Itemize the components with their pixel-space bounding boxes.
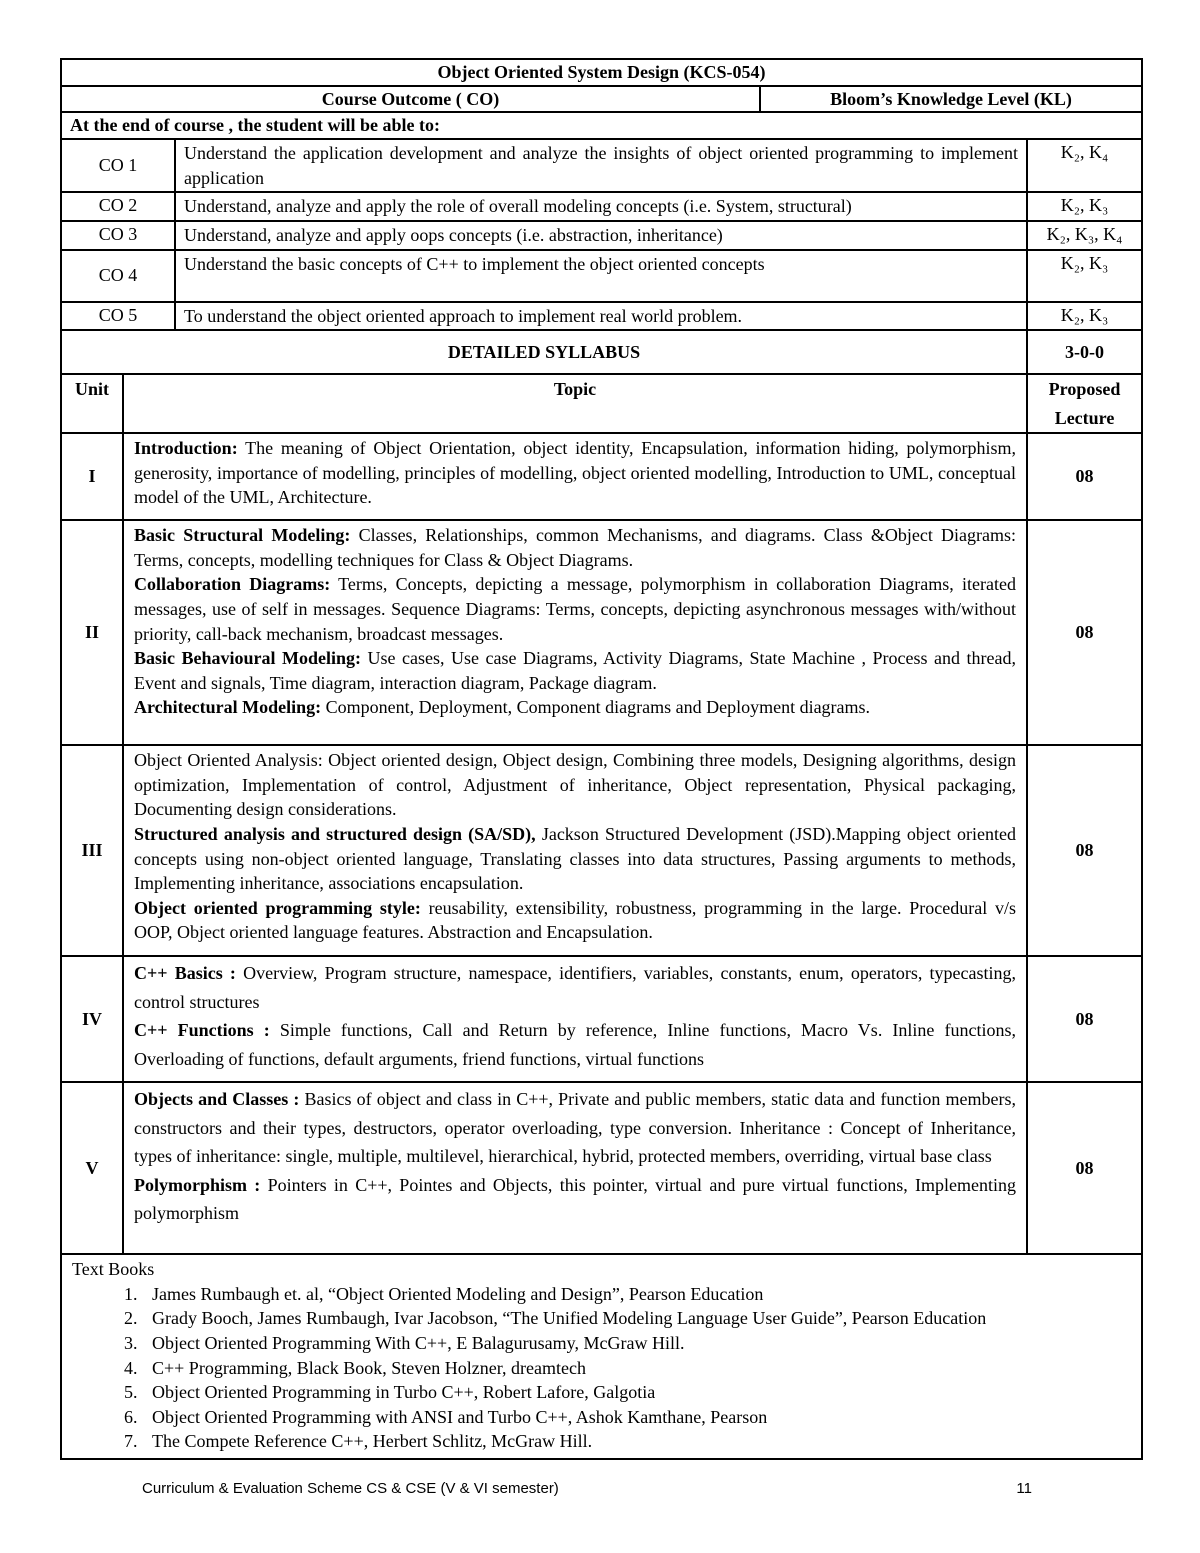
co-description: Understand, analyze and apply the role of overall modeling concepts (i.e. System, structural) [175,192,1027,221]
topic-text: Object Oriented Analysis: Object oriented design, Object design, Combining three models, Designing algorithms, design optimization, Implementation of control, Adjustment of inheritance, Object representation, Physical packaging, Documenting design considerations. [134,750,1016,820]
unit-lectures: 08 [1027,956,1142,1082]
topic-heading: Polymorphism : [134,1174,261,1195]
lecture-column-header: Proposed Lecture [1027,374,1142,433]
unit-lectures: 08 [1027,433,1142,520]
topic-text: Pointers in C++, Pointes and Objects, this pointer, virtual and pure virtual functions, Implementing polymorphism [134,1174,1016,1224]
unit-number: II [61,520,123,745]
outcome-intro: At the end of course , the student will be able to: [61,112,1142,139]
unit-topics [123,520,1027,745]
course-outcome-header: Course Outcome ( CO) [61,86,760,113]
page-number: 11 [1016,1480,1032,1497]
topic-heading: Architectural Modeling: [134,697,322,718]
topic-heading: Object oriented programming style: [134,897,421,918]
syllabus-page [60,58,1141,1460]
co-knowledge-level: K₂, K₃, K₄ [1027,221,1142,250]
topic-paragraph [134,748,1016,822]
unit-number: V [61,1082,123,1254]
text-book-item: 7. The Compete Reference C++, Herbert Schlitz, McGraw Hill. [142,1429,1131,1454]
unit-topics [123,1082,1027,1254]
topic-heading: Introduction: [134,438,238,459]
course-title: Object Oriented System Design (KCS-054) [61,59,1142,86]
bloom-level-header: Bloom’s Knowledge Level (KL) [760,86,1142,113]
unit-number: III [61,745,123,956]
text-book-item: 6. Object Oriented Programming with ANSI and Turbo C++, Ashok Kamthane, Pearson [142,1405,1131,1430]
unit-topics [123,433,1027,520]
topic-column-header: Topic [123,374,1027,433]
unit-number: IV [61,956,123,1082]
lecture-pattern: 3-0-0 [1027,330,1142,374]
co-code: CO 1 [61,139,175,192]
text-book-item: 3. Object Oriented Programming With C++, E Balagurusamy, McGraw Hill. [142,1331,1131,1356]
topic-text: Terms, Concepts, depicting a message, polymorphism in collaboration Diagrams, iterated messages, use of self in messages. Sequence Diagrams: Terms, concepts, depicting asynchronous messages with/without priority, call-back mechanism, broadcast messages. [134,574,1016,644]
topic-heading: Objects and Classes : [134,1089,300,1110]
topic-paragraph [134,436,1016,510]
topic-paragraph [134,959,1016,1016]
topic-paragraph [134,523,1016,572]
topic-paragraph [134,822,1016,896]
topic-paragraph [134,1171,1016,1228]
text-book-item: 2. Grady Booch, James Rumbaugh, Ivar Jacobson, “The Unified Modeling Language User Guide”, Pearson Education [142,1306,1131,1331]
topic-heading: Basic Behavioural Modeling: [134,648,362,669]
topic-paragraph [134,695,1016,720]
topic-text: Simple functions, Call and Return by reference, Inline functions, Macro Vs. Inline functions, Overloading of functions, default arguments, friend functions, virtual functions [134,1020,1016,1069]
text-books-section [61,1254,1142,1459]
text-book-item: 5. Object Oriented Programming in Turbo C++, Robert Lafore, Galgotia [142,1380,1131,1405]
topic-text: Classes, Relationships, common Mechanisms, and diagrams. Class &Object Diagrams: Terms, concepts, modelling techniques for Class & Object Diagrams. [134,525,1016,570]
topic-text: The meaning of Object Orientation, object identity, Encapsulation, information hiding, polymorphism, generosity, importance of modelling, principles of modelling, object oriented modelling, Introduction to UML, conceptual model of the UML, Architecture. [134,438,1016,508]
co-knowledge-level: K₂, K₃ [1027,250,1142,302]
unit-number: I [61,433,123,520]
co-description: Understand the basic concepts of C++ to implement the object oriented concepts [175,250,1027,302]
topic-paragraph [134,896,1016,945]
co-code: CO 2 [61,192,175,221]
unit-lectures: 08 [1027,1082,1142,1254]
topic-text: Component, Deployment, Component diagrams and Deployment diagrams. [321,697,871,718]
page-footer [142,1480,1062,1497]
co-description: Understand the application development and analyze the insights of object oriented programming to implement application [175,139,1027,192]
footer-text: Curriculum & Evaluation Scheme CS & CSE (V & VI semester) [142,1480,559,1497]
co-code: CO 4 [61,250,175,302]
topic-paragraph [134,646,1016,695]
text-book-item: 1. James Rumbaugh et. al, “Object Oriented Modeling and Design”, Pearson Education [142,1282,1131,1307]
unit-topics [123,956,1027,1082]
syllabus-table [60,58,1143,1460]
topic-heading: Collaboration Diagrams: [134,574,331,595]
co-code: CO 3 [61,221,175,250]
topic-paragraph [134,572,1016,646]
text-book-item: 4. C++ Programming, Black Book, Steven Holzner, dreamtech [142,1356,1131,1381]
unit-lectures: 08 [1027,745,1142,956]
topic-heading: Basic Structural Modeling: [134,525,351,546]
co-knowledge-level: K₂, K₄ [1027,139,1142,192]
topic-paragraph [134,1085,1016,1171]
co-description: To understand the object oriented approach to implement real world problem. [175,302,1027,331]
topic-text: Jackson Structured Development (JSD).Mapping object oriented concepts using non-object oriented language, Translating classes into data structures, Passing arguments to methods, Implementing inheritance, associations encapsulation. [134,823,1016,894]
topic-text: Use cases, Use case Diagrams, Activity Diagrams, State Machine , Process and thread, Event and signals, Time diagram, interaction diagram, Package diagram. [134,648,1016,693]
topic-heading: Structured analysis and structured design (SA/SD), [134,823,536,844]
syllabus-title: DETAILED SYLLABUS [61,330,1027,374]
topic-text: reusability, extensibility, robustness, programming in the large. Procedural v/s OOP, Object oriented language features. Abstraction and Encapsulation. [134,897,1016,943]
unit-lectures: 08 [1027,520,1142,745]
topic-text: Overview, Program structure, namespace, identifiers, variables, constants, enum, operators, typecasting, control structures [134,963,1017,1012]
co-description: Understand, analyze and apply oops concepts (i.e. abstraction, inheritance) [175,221,1027,250]
text-books-label: Text Books [72,1259,155,1280]
topic-paragraph [134,1016,1016,1073]
topic-heading: C++ Functions : [134,1020,270,1041]
topic-text: Basics of object and class in C++, Private and public members, static data and function members, constructors and their types, destructors, operator overloading, type conversion. Inheritance : Concept of Inheritance, types of inheritance: single, multiple, multilevel, hierarchical, hybrid, protected members, overriding, virtual base class [134,1089,1017,1167]
co-knowledge-level: K₂, K₃ [1027,302,1142,331]
co-code: CO 5 [61,302,175,331]
topic-heading: C++ Basics : [134,963,236,984]
co-knowledge-level: K₂, K₃ [1027,192,1142,221]
text-books-list [72,1282,1131,1454]
unit-column-header: Unit [61,374,123,433]
unit-topics [123,745,1027,956]
